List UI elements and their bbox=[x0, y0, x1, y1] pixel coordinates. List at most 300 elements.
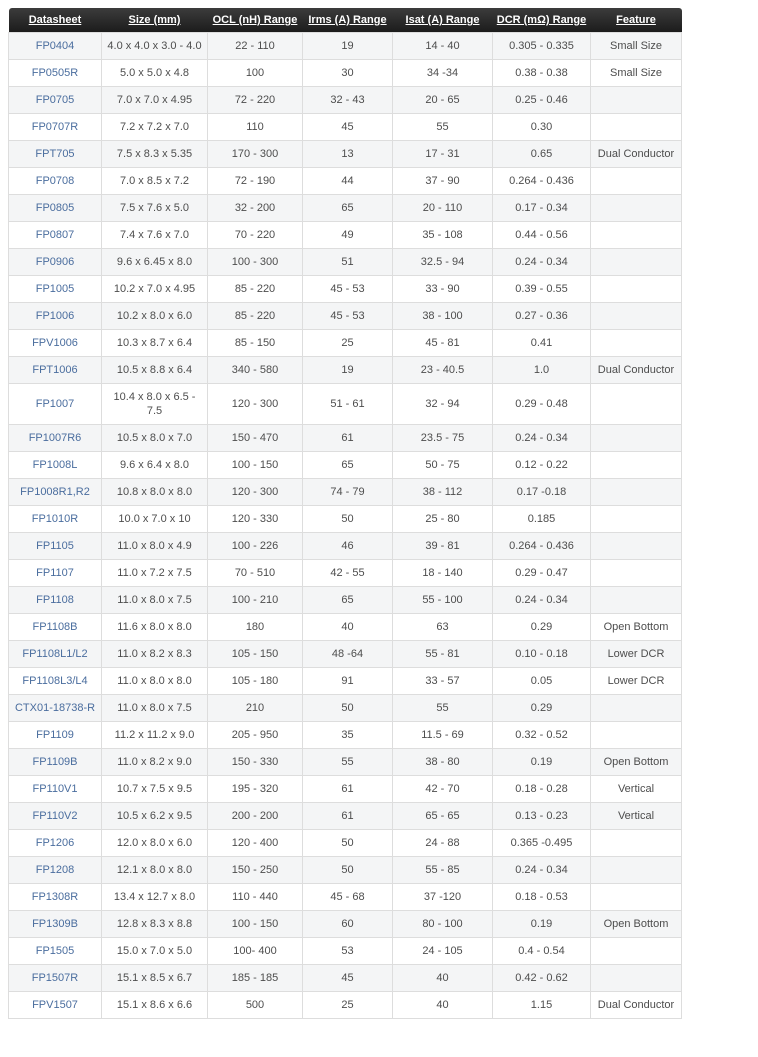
cell-feature bbox=[591, 384, 682, 425]
cell-isat: 55 - 85 bbox=[393, 857, 493, 884]
cell-isat: 33 - 57 bbox=[393, 668, 493, 695]
cell-size: 7.5 x 8.3 x 5.35 bbox=[102, 141, 208, 168]
datasheet-link[interactable]: FP110V2 bbox=[32, 810, 78, 822]
column-header-irms bbox=[303, 8, 393, 33]
cell-feature bbox=[591, 965, 682, 992]
cell-isat: 40 bbox=[393, 992, 493, 1019]
cell-datasheet bbox=[9, 587, 102, 614]
cell-ocl: 195 - 320 bbox=[208, 776, 303, 803]
column-header-label[interactable]: DCR (mΩ) Range bbox=[496, 14, 587, 26]
cell-datasheet bbox=[9, 452, 102, 479]
datasheet-link[interactable]: FP1007R6 bbox=[28, 432, 82, 444]
cell-size: 15.1 x 8.6 x 6.6 bbox=[102, 992, 208, 1019]
cell-datasheet bbox=[9, 357, 102, 384]
table-row bbox=[9, 587, 682, 614]
table-row bbox=[9, 479, 682, 506]
datasheet-link[interactable]: FP1008R1,R2 bbox=[20, 486, 90, 498]
datasheet-link[interactable]: FP1505 bbox=[35, 945, 75, 957]
cell-size: 7.2 x 7.2 x 7.0 bbox=[102, 114, 208, 141]
cell-size: 11.0 x 8.0 x 7.5 bbox=[102, 695, 208, 722]
datasheet-link[interactable]: FP1109 bbox=[36, 729, 74, 741]
cell-irms: 25 bbox=[303, 330, 393, 357]
table-row bbox=[9, 87, 682, 114]
datasheet-link[interactable]: FP1005 bbox=[35, 283, 75, 295]
cell-feature bbox=[591, 533, 682, 560]
table-row bbox=[9, 749, 682, 776]
cell-size: 9.6 x 6.45 x 8.0 bbox=[102, 249, 208, 276]
table-row bbox=[9, 452, 682, 479]
cell-size: 10.4 x 8.0 x 6.5 - 7.5 bbox=[102, 384, 208, 425]
cell-ocl: 340 - 580 bbox=[208, 357, 303, 384]
cell-size: 10.2 x 8.0 x 6.0 bbox=[102, 303, 208, 330]
cell-size: 13.4 x 12.7 x 8.0 bbox=[102, 884, 208, 911]
cell-feature bbox=[591, 249, 682, 276]
cell-size: 10.3 x 8.7 x 6.4 bbox=[102, 330, 208, 357]
cell-datasheet bbox=[9, 222, 102, 249]
cell-feature bbox=[591, 857, 682, 884]
cell-ocl: 100 - 150 bbox=[208, 911, 303, 938]
cell-feature bbox=[591, 276, 682, 303]
cell-feature bbox=[591, 884, 682, 911]
datasheet-link[interactable]: FP0505R bbox=[31, 67, 79, 79]
cell-feature bbox=[591, 452, 682, 479]
cell-ocl: 180 bbox=[208, 614, 303, 641]
cell-isat: 24 - 105 bbox=[393, 938, 493, 965]
datasheet-link[interactable]: FPT705 bbox=[35, 148, 75, 160]
cell-size: 11.0 x 8.2 x 8.3 bbox=[102, 641, 208, 668]
cell-irms: 61 bbox=[303, 803, 393, 830]
cell-feature: Open Bottom bbox=[591, 911, 682, 938]
cell-dcr: 0.39 - 0.55 bbox=[493, 276, 591, 303]
cell-ocl: 100 - 226 bbox=[208, 533, 303, 560]
cell-size: 10.0 x 7.0 x 10 bbox=[102, 506, 208, 533]
cell-ocl: 120 - 300 bbox=[208, 479, 303, 506]
cell-dcr: 0.264 - 0.436 bbox=[493, 168, 591, 195]
datasheet-link[interactable]: FP1208 bbox=[35, 864, 75, 876]
column-header-label[interactable]: OCL (nH) Range bbox=[212, 14, 298, 26]
datasheet-link[interactable]: FP0707R bbox=[31, 121, 79, 133]
cell-dcr: 0.32 - 0.52 bbox=[493, 722, 591, 749]
cell-datasheet bbox=[9, 803, 102, 830]
cell-irms: 74 - 79 bbox=[303, 479, 393, 506]
cell-feature bbox=[591, 222, 682, 249]
cell-irms: 19 bbox=[303, 357, 393, 384]
table-row bbox=[9, 614, 682, 641]
cell-feature bbox=[591, 506, 682, 533]
cell-isat: 23 - 40.5 bbox=[393, 357, 493, 384]
cell-feature bbox=[591, 722, 682, 749]
cell-irms: 25 bbox=[303, 992, 393, 1019]
table-row bbox=[9, 992, 682, 1019]
datasheet-link[interactable]: FP0906 bbox=[35, 256, 75, 268]
cell-feature: Dual Conductor bbox=[591, 357, 682, 384]
cell-datasheet bbox=[9, 33, 102, 60]
cell-datasheet bbox=[9, 857, 102, 884]
cell-size: 7.5 x 7.6 x 5.0 bbox=[102, 195, 208, 222]
cell-feature: Small Size bbox=[591, 33, 682, 60]
datasheet-link[interactable]: FP1109B bbox=[32, 756, 78, 768]
datasheet-link[interactable]: FP0404 bbox=[35, 40, 75, 52]
table-body bbox=[9, 33, 682, 1019]
cell-ocl: 185 - 185 bbox=[208, 965, 303, 992]
cell-dcr: 0.12 - 0.22 bbox=[493, 452, 591, 479]
datasheet-link[interactable]: FP1108B bbox=[32, 621, 78, 633]
cell-dcr: 0.25 - 0.46 bbox=[493, 87, 591, 114]
cell-dcr: 0.42 - 0.62 bbox=[493, 965, 591, 992]
cell-dcr: 0.17 -0.18 bbox=[493, 479, 591, 506]
cell-dcr: 0.29 - 0.48 bbox=[493, 384, 591, 425]
cell-ocl: 72 - 220 bbox=[208, 87, 303, 114]
cell-isat: 23.5 - 75 bbox=[393, 425, 493, 452]
cell-dcr: 0.29 - 0.47 bbox=[493, 560, 591, 587]
cell-datasheet bbox=[9, 776, 102, 803]
cell-dcr: 0.30 bbox=[493, 114, 591, 141]
cell-ocl: 70 - 220 bbox=[208, 222, 303, 249]
datasheet-link[interactable]: FP1008L bbox=[32, 459, 78, 471]
cell-ocl: 100 - 300 bbox=[208, 249, 303, 276]
datasheet-link[interactable]: FP1308R bbox=[31, 891, 79, 903]
cell-size: 4.0 x 4.0 x 3.0 - 4.0 bbox=[102, 33, 208, 60]
column-header-datasheet bbox=[9, 8, 102, 33]
datasheet-link[interactable]: FPV1006 bbox=[32, 337, 78, 349]
table-row bbox=[9, 330, 682, 357]
datasheet-link[interactable]: FP110V1 bbox=[32, 783, 78, 795]
cell-irms: 44 bbox=[303, 168, 393, 195]
table-row bbox=[9, 506, 682, 533]
cell-irms: 65 bbox=[303, 452, 393, 479]
datasheet-link[interactable]: FP1108L3/L4 bbox=[22, 675, 88, 687]
cell-dcr: 0.29 bbox=[493, 614, 591, 641]
cell-dcr: 0.24 - 0.34 bbox=[493, 425, 591, 452]
cell-irms: 91 bbox=[303, 668, 393, 695]
cell-size: 5.0 x 5.0 x 4.8 bbox=[102, 60, 208, 87]
cell-isat: 42 - 70 bbox=[393, 776, 493, 803]
column-header-ocl bbox=[208, 8, 303, 33]
table-row bbox=[9, 249, 682, 276]
cell-datasheet bbox=[9, 168, 102, 195]
table-header-row bbox=[9, 8, 682, 33]
table-row bbox=[9, 303, 682, 330]
cell-feature: Vertical bbox=[591, 776, 682, 803]
cell-size: 7.0 x 8.5 x 7.2 bbox=[102, 168, 208, 195]
table-row bbox=[9, 33, 682, 60]
cell-size: 10.7 x 7.5 x 9.5 bbox=[102, 776, 208, 803]
table-header bbox=[9, 8, 682, 33]
cell-isat: 32 - 94 bbox=[393, 384, 493, 425]
column-header-label[interactable]: Feature bbox=[616, 14, 656, 26]
cell-ocl: 500 bbox=[208, 992, 303, 1019]
cell-dcr: 0.185 bbox=[493, 506, 591, 533]
cell-size: 11.0 x 8.0 x 8.0 bbox=[102, 668, 208, 695]
cell-irms: 55 bbox=[303, 749, 393, 776]
cell-size: 10.8 x 8.0 x 8.0 bbox=[102, 479, 208, 506]
cell-datasheet bbox=[9, 276, 102, 303]
cell-irms: 40 bbox=[303, 614, 393, 641]
cell-irms: 45 - 68 bbox=[303, 884, 393, 911]
datasheet-link[interactable]: FP1309B bbox=[32, 918, 78, 930]
cell-feature bbox=[591, 330, 682, 357]
cell-size: 12.0 x 8.0 x 6.0 bbox=[102, 830, 208, 857]
cell-irms: 45 - 53 bbox=[303, 303, 393, 330]
datasheet-link[interactable]: FP1105 bbox=[36, 540, 74, 552]
cell-isat: 50 - 75 bbox=[393, 452, 493, 479]
cell-feature bbox=[591, 303, 682, 330]
cell-isat: 38 - 100 bbox=[393, 303, 493, 330]
cell-irms: 50 bbox=[303, 506, 393, 533]
cell-size: 12.8 x 8.3 x 8.8 bbox=[102, 911, 208, 938]
cell-feature bbox=[591, 114, 682, 141]
cell-irms: 50 bbox=[303, 830, 393, 857]
cell-dcr: 0.65 bbox=[493, 141, 591, 168]
table-row bbox=[9, 533, 682, 560]
cell-feature: Vertical bbox=[591, 803, 682, 830]
cell-irms: 19 bbox=[303, 33, 393, 60]
cell-datasheet bbox=[9, 384, 102, 425]
datasheet-link[interactable]: FP1108L1/L2 bbox=[22, 648, 88, 660]
column-header-label[interactable]: Isat (A) Range bbox=[405, 14, 480, 26]
cell-datasheet bbox=[9, 668, 102, 695]
table-row bbox=[9, 857, 682, 884]
datasheet-link[interactable]: FP1006 bbox=[35, 310, 75, 322]
cell-datasheet bbox=[9, 87, 102, 114]
cell-irms: 49 bbox=[303, 222, 393, 249]
cell-datasheet bbox=[9, 114, 102, 141]
cell-datasheet bbox=[9, 303, 102, 330]
cell-irms: 45 - 53 bbox=[303, 276, 393, 303]
cell-feature bbox=[591, 560, 682, 587]
cell-irms: 53 bbox=[303, 938, 393, 965]
cell-ocl: 105 - 180 bbox=[208, 668, 303, 695]
datasheet-link[interactable]: FP1108 bbox=[36, 594, 74, 606]
cell-isat: 80 - 100 bbox=[393, 911, 493, 938]
cell-dcr: 0.27 - 0.36 bbox=[493, 303, 591, 330]
cell-dcr: 0.19 bbox=[493, 749, 591, 776]
cell-ocl: 22 - 110 bbox=[208, 33, 303, 60]
cell-datasheet bbox=[9, 533, 102, 560]
cell-dcr: 0.18 - 0.53 bbox=[493, 884, 591, 911]
cell-ocl: 120 - 330 bbox=[208, 506, 303, 533]
cell-feature bbox=[591, 168, 682, 195]
cell-size: 10.5 x 8.0 x 7.0 bbox=[102, 425, 208, 452]
cell-datasheet bbox=[9, 195, 102, 222]
cell-size: 11.6 x 8.0 x 8.0 bbox=[102, 614, 208, 641]
datasheet-link[interactable]: FP0807 bbox=[35, 229, 75, 241]
datasheet-link[interactable]: FP1107 bbox=[36, 567, 74, 579]
table-row bbox=[9, 425, 682, 452]
table-row bbox=[9, 195, 682, 222]
cell-dcr: 0.264 - 0.436 bbox=[493, 533, 591, 560]
cell-size: 12.1 x 8.0 x 8.0 bbox=[102, 857, 208, 884]
table-row bbox=[9, 884, 682, 911]
table-row bbox=[9, 222, 682, 249]
datasheet-link[interactable]: FP1010R bbox=[31, 513, 79, 525]
cell-size: 11.0 x 7.2 x 7.5 bbox=[102, 560, 208, 587]
cell-datasheet bbox=[9, 249, 102, 276]
table-row bbox=[9, 803, 682, 830]
cell-isat: 20 - 110 bbox=[393, 195, 493, 222]
cell-dcr: 0.13 - 0.23 bbox=[493, 803, 591, 830]
cell-datasheet bbox=[9, 830, 102, 857]
cell-isat: 38 - 112 bbox=[393, 479, 493, 506]
table-row bbox=[9, 722, 682, 749]
cell-ocl: 210 bbox=[208, 695, 303, 722]
cell-dcr: 0.18 - 0.28 bbox=[493, 776, 591, 803]
cell-isat: 32.5 - 94 bbox=[393, 249, 493, 276]
cell-irms: 50 bbox=[303, 695, 393, 722]
cell-size: 11.0 x 8.2 x 9.0 bbox=[102, 749, 208, 776]
cell-dcr: 0.4 - 0.54 bbox=[493, 938, 591, 965]
cell-ocl: 170 - 300 bbox=[208, 141, 303, 168]
cell-isat: 55 bbox=[393, 114, 493, 141]
cell-ocl: 100 - 210 bbox=[208, 587, 303, 614]
cell-feature: Lower DCR bbox=[591, 641, 682, 668]
datasheet-link[interactable]: FPT1006 bbox=[32, 364, 78, 376]
datasheet-link[interactable]: CTX01-18738-R bbox=[14, 702, 96, 714]
cell-feature: Open Bottom bbox=[591, 614, 682, 641]
cell-feature: Dual Conductor bbox=[591, 141, 682, 168]
cell-isat: 55 bbox=[393, 695, 493, 722]
cell-ocl: 120 - 400 bbox=[208, 830, 303, 857]
cell-datasheet bbox=[9, 749, 102, 776]
cell-datasheet bbox=[9, 911, 102, 938]
cell-isat: 33 - 90 bbox=[393, 276, 493, 303]
cell-irms: 30 bbox=[303, 60, 393, 87]
cell-ocl: 72 - 190 bbox=[208, 168, 303, 195]
cell-feature: Open Bottom bbox=[591, 749, 682, 776]
cell-dcr: 0.10 - 0.18 bbox=[493, 641, 591, 668]
cell-datasheet bbox=[9, 695, 102, 722]
cell-size: 7.4 x 7.6 x 7.0 bbox=[102, 222, 208, 249]
cell-datasheet bbox=[9, 884, 102, 911]
cell-datasheet bbox=[9, 330, 102, 357]
table-row bbox=[9, 114, 682, 141]
cell-isat: 24 - 88 bbox=[393, 830, 493, 857]
cell-isat: 20 - 65 bbox=[393, 87, 493, 114]
cell-irms: 42 - 55 bbox=[303, 560, 393, 587]
cell-datasheet bbox=[9, 614, 102, 641]
cell-ocl: 100- 400 bbox=[208, 938, 303, 965]
cell-feature bbox=[591, 587, 682, 614]
cell-size: 11.0 x 8.0 x 4.9 bbox=[102, 533, 208, 560]
cell-isat: 45 - 81 bbox=[393, 330, 493, 357]
table-row bbox=[9, 668, 682, 695]
column-header-label[interactable]: Datasheet bbox=[28, 14, 82, 26]
cell-dcr: 0.41 bbox=[493, 330, 591, 357]
cell-dcr: 0.38 - 0.38 bbox=[493, 60, 591, 87]
cell-ocl: 32 - 200 bbox=[208, 195, 303, 222]
table-row bbox=[9, 641, 682, 668]
column-header-label[interactable]: Size (mm) bbox=[128, 14, 181, 26]
table-row bbox=[9, 384, 682, 425]
cell-ocl: 150 - 330 bbox=[208, 749, 303, 776]
cell-ocl: 110 - 440 bbox=[208, 884, 303, 911]
cell-isat: 34 -34 bbox=[393, 60, 493, 87]
cell-size: 7.0 x 7.0 x 4.95 bbox=[102, 87, 208, 114]
cell-irms: 61 bbox=[303, 425, 393, 452]
cell-isat: 65 - 65 bbox=[393, 803, 493, 830]
table-row bbox=[9, 560, 682, 587]
cell-ocl: 150 - 250 bbox=[208, 857, 303, 884]
cell-feature bbox=[591, 830, 682, 857]
cell-feature bbox=[591, 195, 682, 222]
cell-feature bbox=[591, 695, 682, 722]
cell-irms: 13 bbox=[303, 141, 393, 168]
cell-datasheet bbox=[9, 722, 102, 749]
cell-size: 9.6 x 6.4 x 8.0 bbox=[102, 452, 208, 479]
cell-isat: 25 - 80 bbox=[393, 506, 493, 533]
cell-irms: 48 -64 bbox=[303, 641, 393, 668]
cell-irms: 65 bbox=[303, 587, 393, 614]
column-header-label[interactable]: Irms (A) Range bbox=[308, 14, 387, 26]
cell-isat: 38 - 80 bbox=[393, 749, 493, 776]
datasheet-link[interactable]: FP0708 bbox=[35, 175, 75, 187]
cell-dcr: 0.24 - 0.34 bbox=[493, 587, 591, 614]
cell-datasheet bbox=[9, 60, 102, 87]
datasheet-link[interactable]: FP1507R bbox=[31, 972, 79, 984]
column-header-feature bbox=[591, 8, 682, 33]
table-row bbox=[9, 276, 682, 303]
cell-size: 10.5 x 8.8 x 6.4 bbox=[102, 357, 208, 384]
table-row bbox=[9, 965, 682, 992]
table-row bbox=[9, 776, 682, 803]
cell-datasheet bbox=[9, 992, 102, 1019]
cell-irms: 50 bbox=[303, 857, 393, 884]
cell-datasheet bbox=[9, 141, 102, 168]
datasheet-link[interactable]: FP0805 bbox=[35, 202, 75, 214]
cell-isat: 55 - 81 bbox=[393, 641, 493, 668]
cell-isat: 18 - 140 bbox=[393, 560, 493, 587]
cell-datasheet bbox=[9, 641, 102, 668]
cell-size: 10.5 x 6.2 x 9.5 bbox=[102, 803, 208, 830]
cell-ocl: 70 - 510 bbox=[208, 560, 303, 587]
cell-ocl: 100 bbox=[208, 60, 303, 87]
datasheet-link[interactable]: FPV1507 bbox=[32, 999, 78, 1011]
cell-feature bbox=[591, 479, 682, 506]
table-row bbox=[9, 695, 682, 722]
cell-isat: 14 - 40 bbox=[393, 33, 493, 60]
cell-size: 11.2 x 11.2 x 9.0 bbox=[102, 722, 208, 749]
cell-ocl: 205 - 950 bbox=[208, 722, 303, 749]
cell-ocl: 85 - 220 bbox=[208, 303, 303, 330]
cell-size: 11.0 x 8.0 x 7.5 bbox=[102, 587, 208, 614]
cell-isat: 63 bbox=[393, 614, 493, 641]
table-row bbox=[9, 141, 682, 168]
datasheet-link[interactable]: FP1206 bbox=[35, 837, 75, 849]
cell-isat: 39 - 81 bbox=[393, 533, 493, 560]
cell-dcr: 0.19 bbox=[493, 911, 591, 938]
datasheet-link[interactable]: FP1007 bbox=[35, 398, 75, 410]
cell-datasheet bbox=[9, 506, 102, 533]
table-row bbox=[9, 357, 682, 384]
cell-datasheet bbox=[9, 560, 102, 587]
datasheet-link[interactable]: FP0705 bbox=[35, 94, 75, 106]
column-header-isat bbox=[393, 8, 493, 33]
cell-dcr: 0.24 - 0.34 bbox=[493, 857, 591, 884]
cell-feature: Dual Conductor bbox=[591, 992, 682, 1019]
inductor-spec-table bbox=[8, 8, 682, 1019]
cell-ocl: 150 - 470 bbox=[208, 425, 303, 452]
cell-dcr: 1.15 bbox=[493, 992, 591, 1019]
cell-ocl: 200 - 200 bbox=[208, 803, 303, 830]
cell-datasheet bbox=[9, 938, 102, 965]
cell-irms: 51 - 61 bbox=[303, 384, 393, 425]
cell-irms: 60 bbox=[303, 911, 393, 938]
table-row bbox=[9, 938, 682, 965]
column-header-size bbox=[102, 8, 208, 33]
cell-size: 15.1 x 8.5 x 6.7 bbox=[102, 965, 208, 992]
table-row bbox=[9, 168, 682, 195]
cell-dcr: 0.24 - 0.34 bbox=[493, 249, 591, 276]
